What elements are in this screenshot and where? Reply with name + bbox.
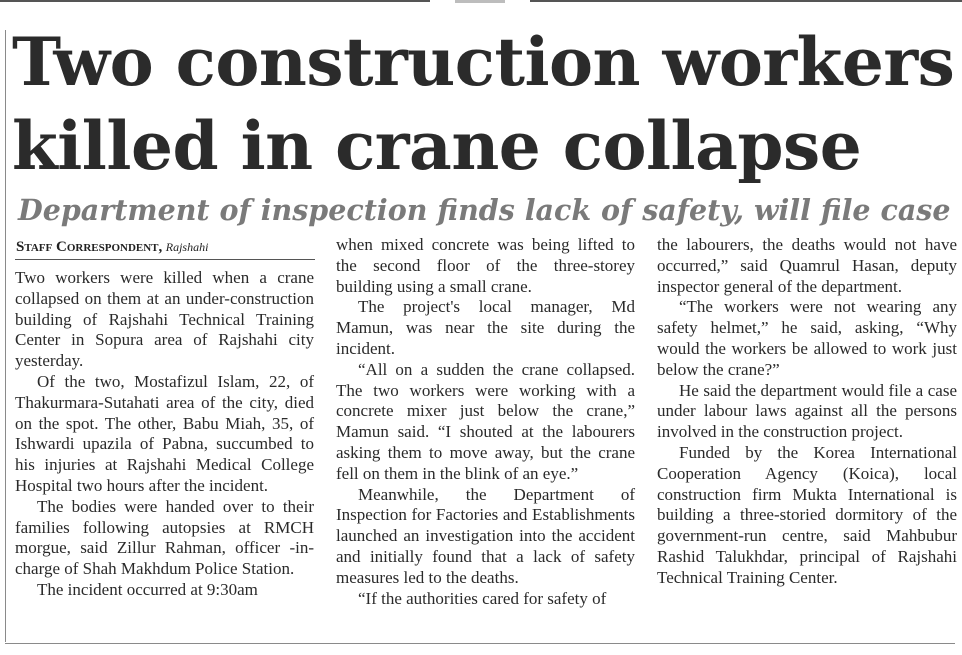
headline: Two construction workers killed in crane collapse	[12, 23, 955, 185]
paragraph: when mixed concrete was being lifted to the second floor of the three-storey building using a small crane.	[336, 235, 635, 296]
paragraph: “If the authorities cared for safety of	[358, 588, 607, 608]
paragraph: Meanwhile, the Department of Inspection for Factories and Establishments launched an investigation into the accident and initially found that a lack of safety measures led to the deaths.	[336, 484, 635, 587]
article-column-1	[15, 268, 314, 601]
paragraph: the labourers, the deaths would not have occurred,” said Quamrul Hasan, deputy inspector general of the department.	[657, 235, 957, 296]
paragraph: Of the two, Mostafizul Islam, 22, of Thakurmara-Sutahati area of the city, died on the spot. The other, Babu Miah, 35, of Ishwardi upazila of Pabna, succumbed to his injuries at Rajshahi Medical College Hospital two hours after the incident.	[15, 371, 314, 495]
top-rule	[0, 0, 430, 2]
paragraph: “All on a sudden the crane collapsed. The two workers were working with a concrete mixer just below the crane,” Mamun said. “I shouted at the labourers asking them to move away, but the crane fell on them in the blink of an eye.”	[336, 359, 635, 483]
paragraph: The bodies were handed over to their families following autopsies at RMCH morgue, said Zillur Rahman, officer -in-charge of Shah Makhdum Police Station.	[15, 496, 314, 579]
article-column-2	[336, 235, 635, 609]
column-border	[5, 30, 6, 642]
byline-rule	[15, 259, 315, 260]
section-mark	[455, 0, 505, 3]
byline	[16, 238, 316, 257]
paragraph: He said the department would file a case under labour laws against all the persons involved in the construction project.	[657, 380, 957, 442]
top-rule	[530, 0, 962, 2]
paragraph: The project's local manager, Md Mamun, was near the site during the incident.	[336, 297, 635, 358]
subheadline: Department of inspection finds lack of safety, will file case	[18, 193, 951, 227]
byline-location: Rajshahi	[165, 240, 209, 254]
byline-author: Staff Correspondent,	[16, 239, 163, 255]
paragraph: Two workers were killed when a crane collapsed on them at an under-construction building of Rajshahi Technical Training Center in Sopura area of Rajshahi city yesterday.	[15, 268, 314, 371]
paragraph: Funded by the Korea International Cooperation Agency (Koica), local construction firm Mukta International is building a three-storied dormitory of the government-run centre, said Mahbubur Rashid Talukhdar, principal of Rajshahi Technical Training Center.	[657, 442, 957, 587]
paragraph: “The workers were not wearing any safety helmet,” he said, asking, “Why would the workers be allowed to work just below the crane?”	[657, 297, 957, 379]
paragraph: The incident occurred at 9:30am	[37, 579, 258, 599]
bottom-rule	[5, 643, 955, 644]
article-column-3	[657, 235, 957, 589]
